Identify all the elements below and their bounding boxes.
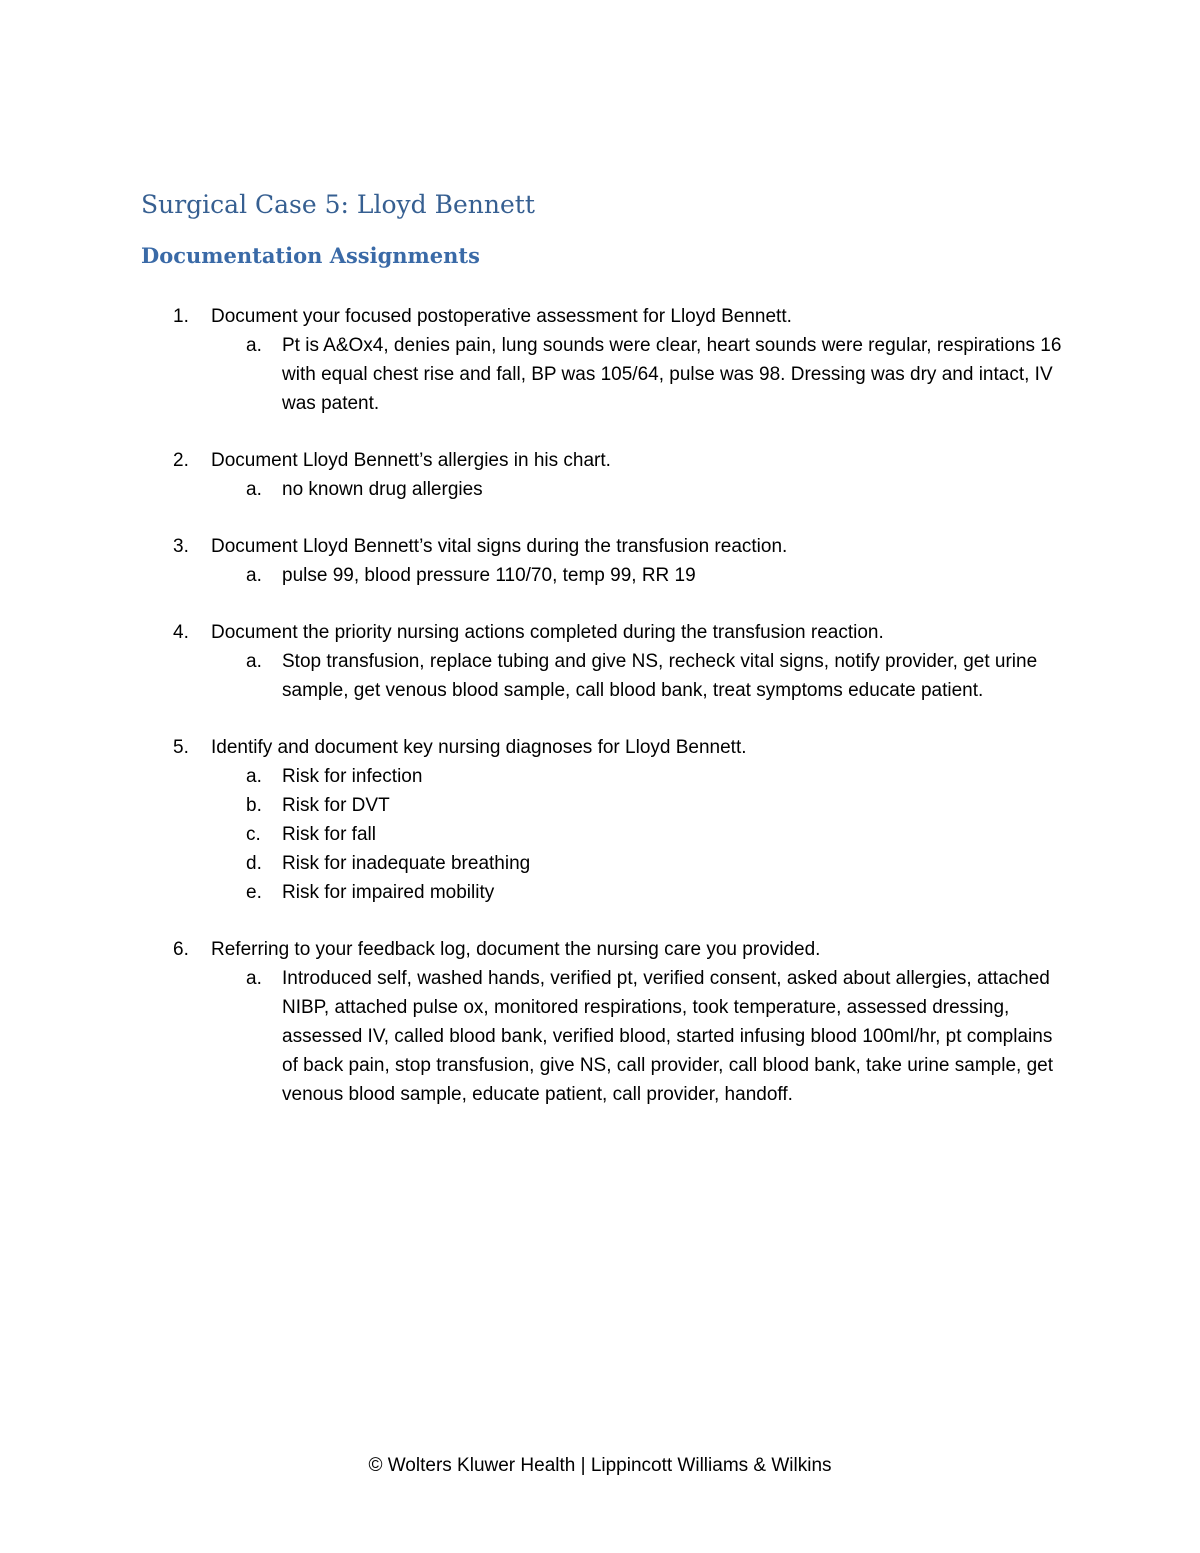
assignment-row: [0, 935, 1071, 964]
assignment-row: [0, 733, 1071, 762]
answer-list: [0, 561, 1200, 590]
answer-list: [0, 762, 1200, 907]
answer-item: [0, 791, 1072, 820]
answer-item: [0, 561, 1072, 590]
assignment-row: [0, 446, 1071, 475]
answer-text: Introduced self, washed hands, verified pt, verified consent, asked about allergies, attached NIBP, attached pulse ox, monitored respirations, took temperature, assessed dressing, assessed IV, called blood bank, verified blood, started infusing blood 100ml/hr, pt complains of back pain, stop transfusion, give NS, call provider, call blood bank, take urine sample, get venous blood sample, educate patient, call provider, handoff.: [282, 968, 1053, 1105]
assignment-item: [0, 446, 1200, 504]
assignment-number: 3.: [173, 536, 189, 557]
assignment-row: [0, 618, 1071, 647]
answer-letter: a.: [246, 335, 262, 356]
assignment-number: 4.: [173, 622, 189, 643]
answer-item: [0, 849, 1072, 878]
answer-list: [0, 331, 1200, 418]
answer-letter: a.: [246, 479, 262, 500]
answer-letter: a.: [246, 766, 262, 787]
answer-letter: a.: [246, 565, 262, 586]
answer-text: Pt is A&Ox4, denies pain, lung sounds were clear, heart sounds were regular, respirations 16 with equal chest rise and fall, BP was 105/64, pulse was 98. Dressing was dry and intact, IV was patent.: [282, 335, 1062, 414]
assignment-list: [0, 302, 1200, 1137]
answer-text: pulse 99, blood pressure 110/70, temp 99, RR 19: [282, 565, 696, 586]
assignment-item: [0, 618, 1200, 705]
answer-letter: b.: [246, 795, 262, 816]
assignment-text: Document the priority nursing actions completed during the transfusion reaction.: [211, 622, 884, 643]
answer-item: [0, 331, 1072, 418]
assignment-number: 6.: [173, 939, 189, 960]
assignment-text: Referring to your feedback log, document the nursing care you provided.: [211, 939, 821, 960]
answer-letter: a.: [246, 968, 262, 989]
answer-item: [0, 762, 1072, 791]
answer-text: Risk for fall: [282, 824, 376, 845]
answer-list: [0, 475, 1200, 504]
assignment-text: Document your focused postoperative assessment for Lloyd Bennett.: [211, 306, 792, 327]
answer-item: [0, 475, 1072, 504]
answer-text: Risk for inadequate breathing: [282, 853, 531, 874]
answer-text: no known drug allergies: [282, 479, 483, 500]
assignment-number: 2.: [173, 450, 189, 471]
assignment-text: Document Lloyd Bennett’s vital signs during the transfusion reaction.: [211, 536, 788, 557]
section-heading: Documentation Assignments: [141, 243, 480, 268]
answer-letter: c.: [246, 824, 261, 845]
assignment-number: 1.: [173, 306, 189, 327]
answer-text: Risk for infection: [282, 766, 423, 787]
copyright-footer: © Wolters Kluwer Health | Lippincott Williams & Wilkins: [368, 1455, 832, 1476]
assignment-row: [0, 302, 1071, 331]
answer-text: Risk for DVT: [282, 795, 390, 816]
assignment-row: [0, 532, 1071, 561]
answer-text: Stop transfusion, replace tubing and give NS, recheck vital signs, notify provider, get urine sample, get venous blood sample, call blood bank, treat symptoms educate patient.: [282, 651, 1038, 701]
answer-list: [0, 647, 1200, 705]
assignment-item: [0, 935, 1200, 1109]
answer-letter: e.: [246, 882, 262, 903]
assignment-item: [0, 302, 1200, 418]
answer-letter: a.: [246, 651, 262, 672]
answer-item: [0, 964, 1072, 1109]
assignment-text: Identify and document key nursing diagnoses for Lloyd Bennett.: [211, 737, 747, 758]
answer-text: Risk for impaired mobility: [282, 882, 495, 903]
answer-item: [0, 647, 1072, 705]
answer-item: [0, 878, 1072, 907]
answer-item: [0, 820, 1072, 849]
assignment-text: Document Lloyd Bennett’s allergies in his chart.: [211, 450, 611, 471]
assignment-number: 5.: [173, 737, 189, 758]
page-title: Surgical Case 5: Lloyd Bennett: [141, 190, 535, 219]
answer-list: [0, 964, 1200, 1109]
answer-letter: d.: [246, 853, 262, 874]
assignment-item: [0, 733, 1200, 907]
assignment-item: [0, 532, 1200, 590]
